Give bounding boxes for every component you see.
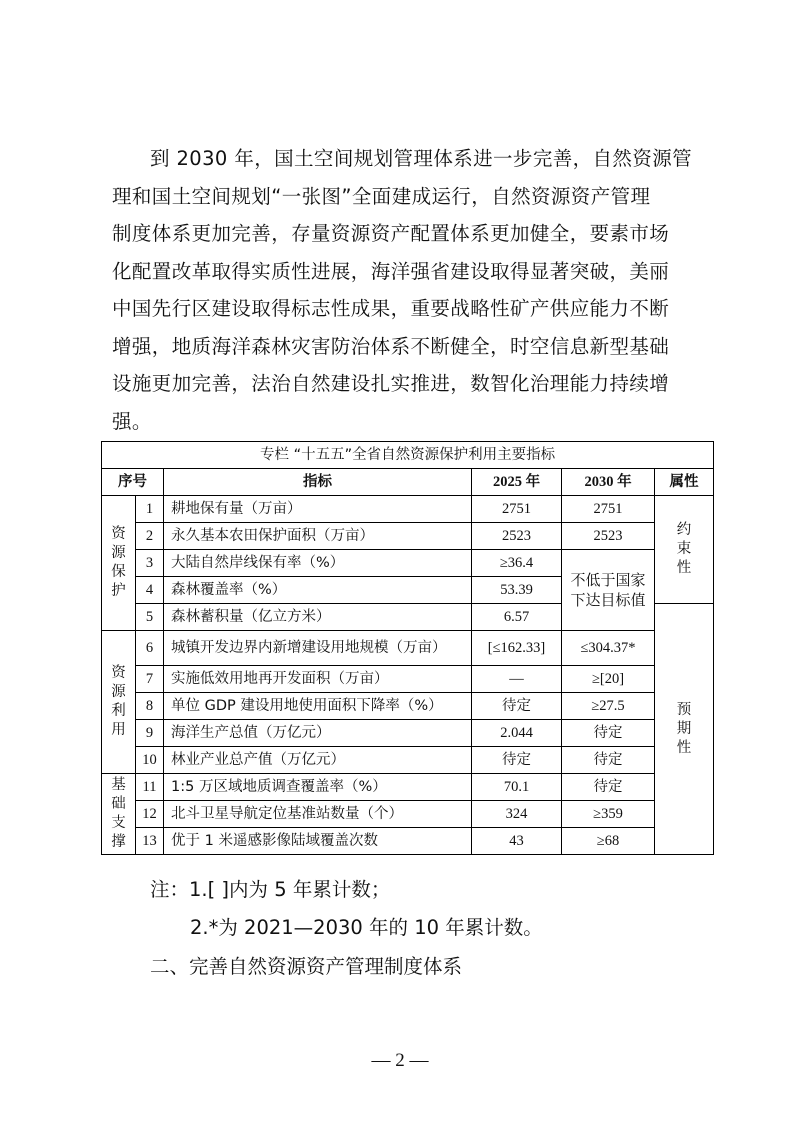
- indicator-name: 耕地保有量（万亩）: [164, 496, 472, 523]
- row-number: 13: [136, 828, 164, 855]
- table-row: [102, 774, 714, 801]
- indicator-name: 单位 GDP 建设用地使用面积下降率（%）: [164, 693, 472, 720]
- header-2025: 2025 年: [472, 469, 562, 496]
- row-number: 10: [136, 747, 164, 774]
- table-row: [102, 720, 714, 747]
- attribute-expected: 预 期 性: [655, 604, 714, 855]
- indicator-name: 永久基本农田保护面积（万亩）: [164, 523, 472, 550]
- indicator-name: 林业产业总产值（万亿元）: [164, 747, 472, 774]
- table-row: [102, 631, 714, 666]
- table-row: [102, 523, 714, 550]
- value-2030: 待定: [562, 720, 655, 747]
- value-2025: 待定: [472, 693, 562, 720]
- indicator-name: 城镇开发边界内新增建设用地规模（万亩）: [164, 631, 472, 666]
- row-number: 9: [136, 720, 164, 747]
- paragraph-line: 到 2030 年，国土空间规划管理体系进一步完善，自然资源管: [150, 147, 693, 170]
- indicator-name: 优于 1 米遥感影像陆域覆盖次数: [164, 828, 472, 855]
- table-row: [102, 828, 714, 855]
- indicator-name: 北斗卫星导航定位基准站数量（个）: [164, 801, 472, 828]
- value-2030-merged: 不低于国家下达目标值: [562, 550, 655, 631]
- value-2030: 2523: [562, 523, 655, 550]
- indicator-name: 实施低效用地再开发面积（万亩）: [164, 666, 472, 693]
- indicator-name: 大陆自然岸线保有率（%）: [164, 550, 472, 577]
- value-2025: —: [472, 666, 562, 693]
- group-label-basic-support: 基 础 支 撑: [102, 774, 136, 855]
- note-line-1: 注：1.[ ]内为 5 年累计数；: [150, 878, 391, 901]
- paragraph-line: 制度体系更加完善，存量资源资产配置体系更加健全，要素市场: [112, 222, 670, 245]
- value-2030: ≥68: [562, 828, 655, 855]
- value-2025: 2523: [472, 523, 562, 550]
- header-seq: 序号: [102, 469, 164, 496]
- table-row: [102, 801, 714, 828]
- table-row: [102, 496, 714, 523]
- table-row: [102, 747, 714, 774]
- row-number: 3: [136, 550, 164, 577]
- attribute-binding: 约 束 性: [655, 496, 714, 604]
- table-header-row: [102, 469, 714, 496]
- row-number: 2: [136, 523, 164, 550]
- indicator-name: 海洋生产总值（万亿元）: [164, 720, 472, 747]
- paragraph-line: 强。: [112, 409, 152, 433]
- value-2025: 待定: [472, 747, 562, 774]
- row-number: 1: [136, 496, 164, 523]
- group-label-resource-protection: 资 源 保 护: [102, 496, 136, 631]
- body-paragraph: [112, 140, 712, 440]
- value-2030: ≤304.37*: [562, 631, 655, 666]
- value-2030: ≥27.5: [562, 693, 655, 720]
- indicator-name: 森林覆盖率（%）: [164, 577, 472, 604]
- value-2025: ≥36.4: [472, 550, 562, 577]
- header-indicator: 指标: [164, 469, 472, 496]
- value-2025: 2751: [472, 496, 562, 523]
- table-row: [102, 666, 714, 693]
- value-2025: 2.044: [472, 720, 562, 747]
- table-row: [102, 693, 714, 720]
- row-number: 6: [136, 631, 164, 666]
- row-number: 12: [136, 801, 164, 828]
- value-2025: 43: [472, 828, 562, 855]
- value-2025: 53.39: [472, 577, 562, 604]
- row-number: 11: [136, 774, 164, 801]
- row-number: 7: [136, 666, 164, 693]
- header-attribute: 属性: [655, 469, 714, 496]
- page-number: — 2 —: [371, 1050, 429, 1071]
- indicator-name: 森林蓄积量（亿立方米）: [164, 604, 472, 631]
- value-2030: 待定: [562, 774, 655, 801]
- section-heading: 二、完善自然资源资产管理制度体系: [150, 955, 463, 978]
- paragraph-line: 中国先行区建设取得标志性成果，重要战略性矿产供应能力不断: [112, 297, 670, 320]
- table-row: [102, 550, 714, 577]
- value-2030: ≥[20]: [562, 666, 655, 693]
- value-2025: 70.1: [472, 774, 562, 801]
- value-2030: 2751: [562, 496, 655, 523]
- value-2025: 6.57: [472, 604, 562, 631]
- value-2025: [≤162.33]: [472, 631, 562, 666]
- paragraph-line: 设施更加完善，法治自然建设扎实推进，数智化治理能力持续增: [112, 372, 670, 395]
- value-2025: 324: [472, 801, 562, 828]
- row-number: 5: [136, 604, 164, 631]
- group-label-resource-use: 资 源 利 用: [102, 631, 136, 774]
- indicator-name: 1:5 万区域地质调查覆盖率（%）: [164, 774, 472, 801]
- header-2030: 2030 年: [562, 469, 655, 496]
- table-caption: 专栏 “十五五”全省自然资源保护利用主要指标: [102, 442, 714, 469]
- value-2030: ≥359: [562, 801, 655, 828]
- indicators-table: [101, 441, 714, 855]
- paragraph-line: 化配置改革取得实质性进展，海洋强省建设取得显著突破，美丽: [112, 259, 670, 283]
- note-line-2: 2.*为 2021—2030 年的 10 年累计数。: [190, 916, 543, 939]
- row-number: 8: [136, 693, 164, 720]
- paragraph-line: 增强，地质海洋森林灾害防治体系不断健全，时空信息新型基础: [112, 334, 670, 358]
- row-number: 4: [136, 577, 164, 604]
- paragraph-line: 理和国土空间规划“一张图”全面建成运行，自然资源资产管理: [112, 184, 651, 208]
- value-2030: 待定: [562, 747, 655, 774]
